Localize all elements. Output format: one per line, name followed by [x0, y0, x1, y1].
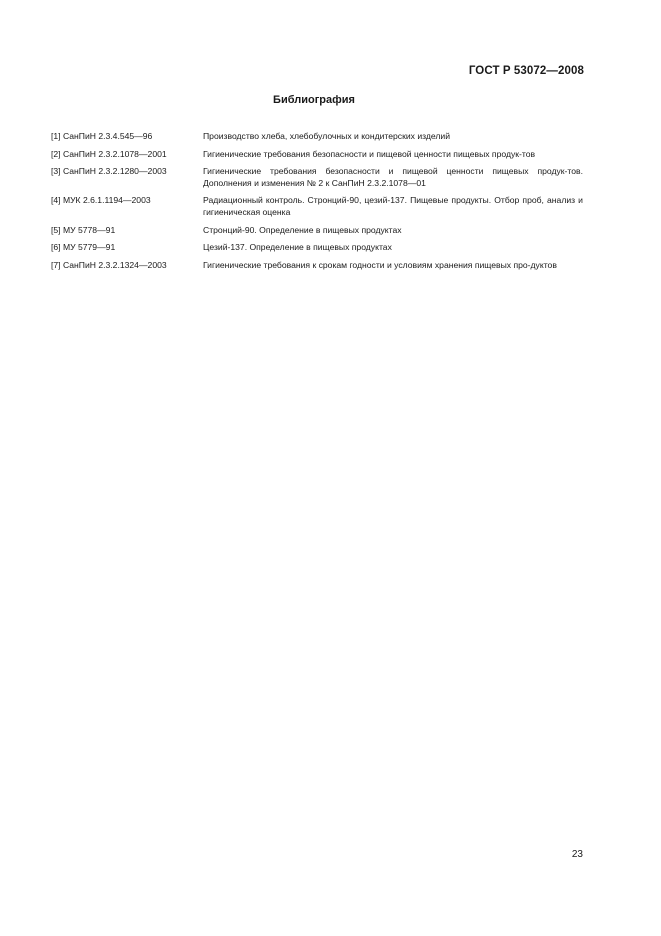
bibliography-desc: Стронций-90. Определение в пищевых продуктах: [203, 224, 402, 235]
bibliography-ref: [4] МУК 2.6.1.1194—2003: [51, 195, 151, 206]
bibliography-desc: Радиационный контроль. Стронций-90, цезий-137. Пищевые продукты. Отбор проб, анализ и гигиеническая оценка: [203, 195, 583, 217]
bibliography-desc: Цезий-137. Определение в пищевых продуктах: [203, 242, 392, 253]
document-code: ГОСТ Р 53072—2008: [468, 65, 584, 77]
section-title: Библиография: [273, 94, 355, 106]
bibliography-ref: [5] МУ 5778—91: [51, 224, 116, 235]
bibliography-entry: [51, 195, 583, 218]
bibliography-ref: [7] СанПиН 2.3.2.1324—2003: [51, 259, 167, 270]
bibliography-desc: Гигиенические требования безопасности и пищевой ценности пищевых продук-тов. Дополнения и изменения № 2 к СанПиН 2.3.2.1078—01: [203, 166, 583, 188]
bibliography-list: [51, 131, 583, 277]
bibliography-desc: Гигиенические требования к срокам годности и условиям хранения пищевых про-дуктов: [203, 259, 557, 270]
bibliography-ref: [2] СанПиН 2.3.2.1078—2001: [51, 148, 167, 159]
bibliography-ref: [3] СанПиН 2.3.2.1280—2003: [51, 166, 167, 177]
bibliography-ref: [1] СанПиН 2.3.4.545—96: [51, 131, 153, 141]
bibliography-ref: [6] МУ 5779—91: [51, 242, 116, 253]
bibliography-entry: [51, 242, 583, 254]
bibliography-desc: Гигиенические требования безопасности и пищевой ценности пищевых продук-тов: [203, 148, 536, 159]
bibliography-entry: [51, 131, 583, 143]
bibliography-entry: [51, 260, 583, 272]
page-number: 23: [571, 849, 583, 860]
bibliography-desc: Производство хлеба, хлебобулочных и кондитерских изделий: [203, 131, 451, 141]
bibliography-entry: [51, 166, 583, 189]
bibliography-entry: [51, 149, 583, 161]
bibliography-entry: [51, 225, 583, 237]
